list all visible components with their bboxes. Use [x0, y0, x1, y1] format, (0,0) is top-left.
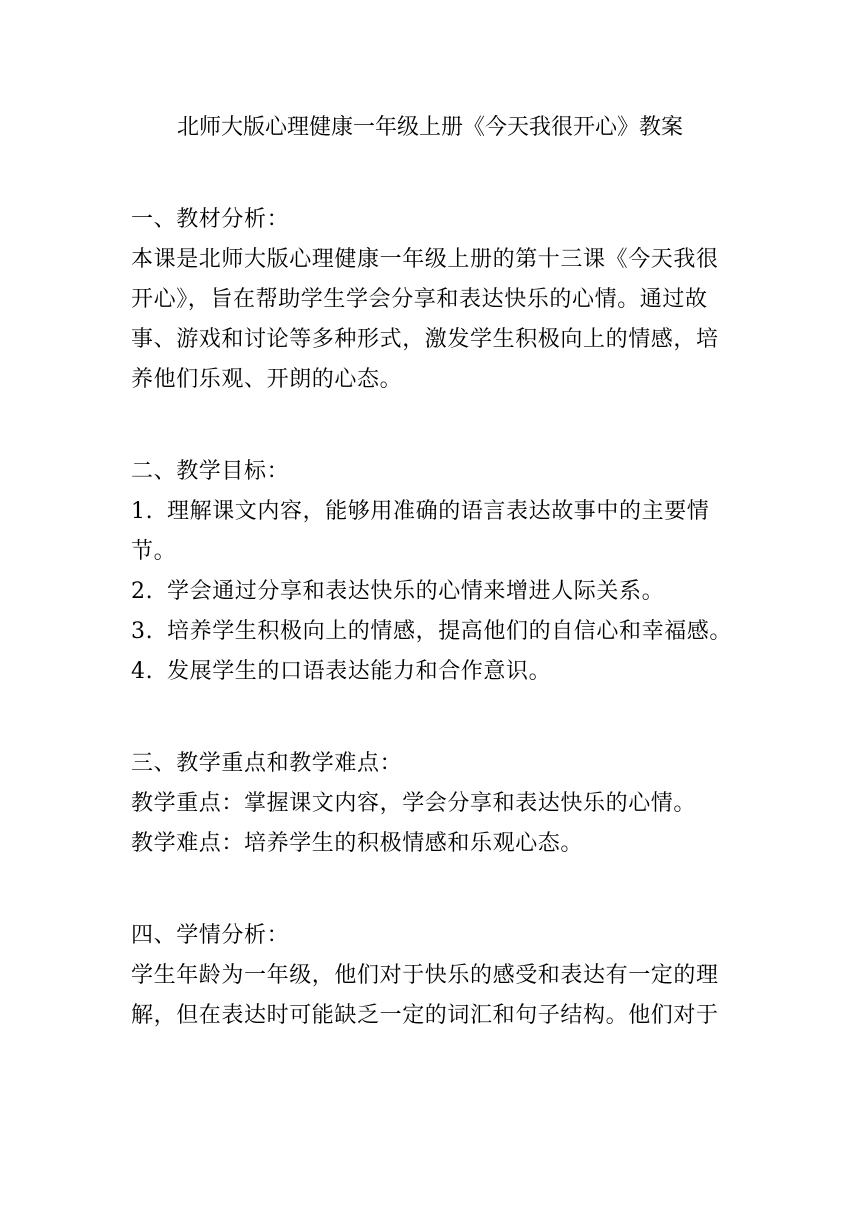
section-paragraph: 学生年龄为一年级，他们对于快乐的感受和表达有一定的理解，但在表达时可能缺乏一定的词汇和句子结构。他们对于 [131, 963, 719, 1028]
document-body [131, 200, 741, 1036]
section-key-points [131, 744, 741, 864]
section-heading: 二、教学目标： [131, 459, 290, 484]
list-item-number: 4. [131, 659, 154, 684]
section-student-analysis [131, 916, 741, 1036]
section-heading: 三、教学重点和教学难点： [131, 751, 403, 776]
list-item-text: 培养学生积极向上的情感，提高他们的自信心和幸福感。 [167, 619, 733, 644]
list-item-number: 2. [131, 579, 154, 604]
list-item-number: 3. [131, 619, 154, 644]
list-item-number: 1. [131, 499, 154, 524]
list-item [131, 572, 741, 612]
list-item-text: 学会通过分享和表达快乐的心情来增进人际关系。 [167, 579, 665, 604]
document-title: 北师大版心理健康一年级上册《今天我很开心》教案 [176, 115, 683, 140]
section-paragraph: 教学重点：掌握课文内容，学会分享和表达快乐的心情。 [131, 791, 697, 816]
list-item-text: 理解课文内容，能够用准确的语言表达故事中的主要情节。 [131, 499, 710, 564]
list-item [131, 612, 741, 652]
section-heading: 一、教材分析： [131, 207, 290, 232]
section-heading: 四、学情分析： [131, 923, 290, 948]
section-paragraph: 教学难点：培养学生的积极情感和乐观心态。 [131, 831, 584, 856]
section-teaching-goals [131, 452, 741, 692]
list-item [131, 492, 741, 572]
list-item-text: 发展学生的口语表达能力和合作意识。 [167, 659, 552, 684]
list-item [131, 652, 741, 692]
section-textbook-analysis [131, 200, 741, 400]
section-paragraph: 本课是北师大版心理健康一年级上册的第十三课《今天我很开心》，旨在帮助学生学会分享和表达快乐的心情。通过故事、游戏和讨论等多种形式，激发学生积极向上的情感，培养他们乐观、开朗的心态。 [131, 247, 719, 392]
